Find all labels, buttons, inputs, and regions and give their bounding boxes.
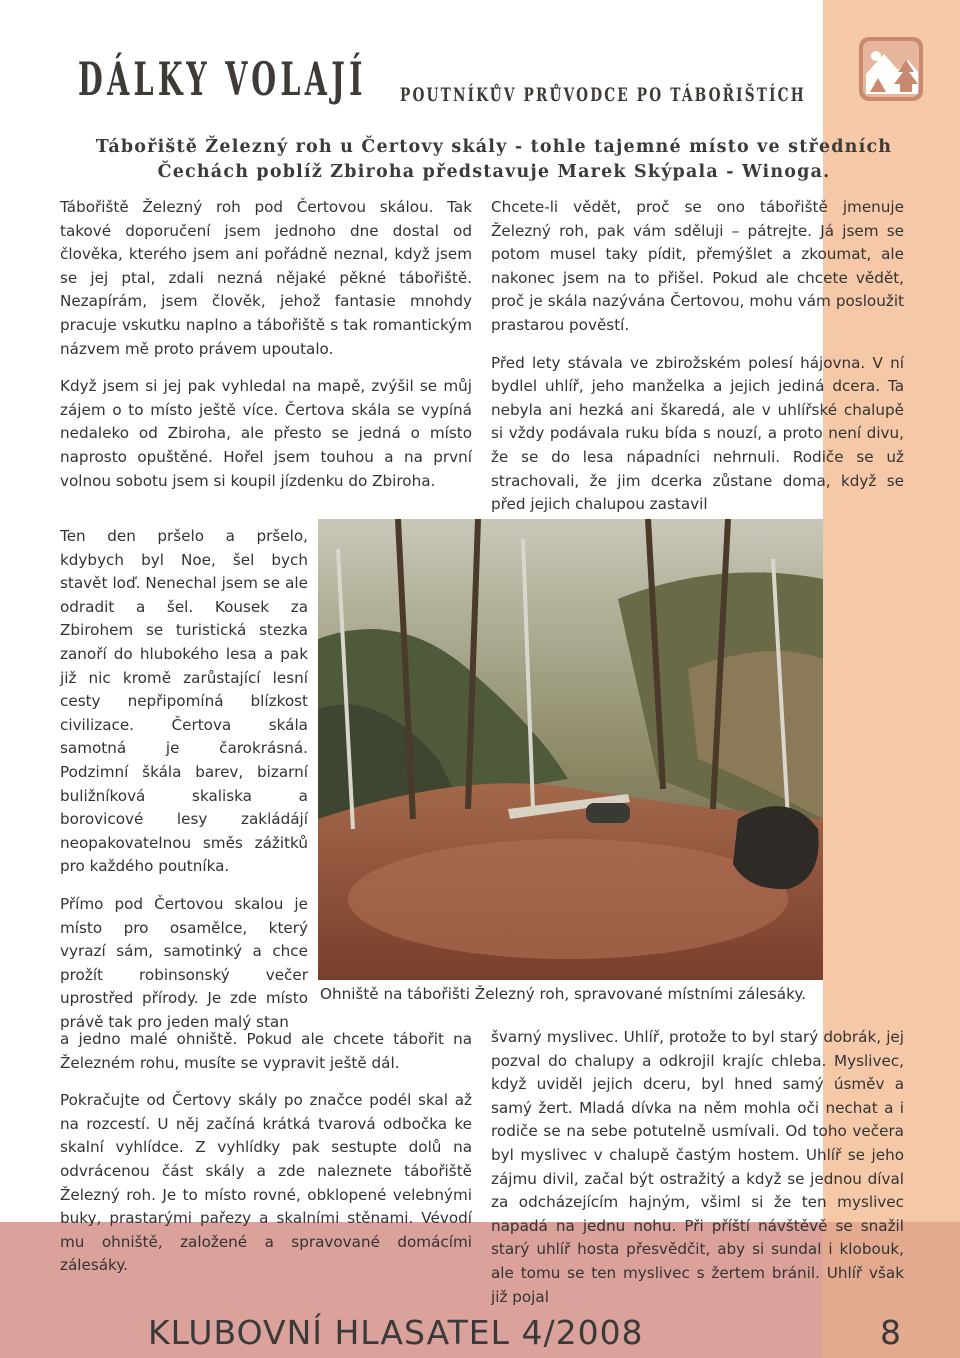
paragraph: Ten den pršelo a pršelo, kdybych byl Noe, šel bych stavět loď. Nenechal jsem se ale odradit a šel. Kousek za Zbirohem se turistická stezka zanoří do hlubokého lesa a pak již nic kromě zarůstající lesní cesty nepřipomíná blízkost civilizace. Čertova skála samotná je čarokrásná. Podzimní škála barev, bizarní buližníková skaliska a borovicové lesy zakládájí neopakovatelnou směs zážitků pro každého poutníka. (60, 527, 308, 876)
text-block-left-bottom (60, 1028, 472, 1278)
paragraph: Pokračujte od Čertovy skály po značce podél skal až na rozcestí. U něj začíná krátká tvarová odbočka ke skalní vyhlídce. Z vyhlídky pak sestupte dolů na odvrácenou část skály a zde naleznete tábořiště Železný roh. Je to místo rovné, obklopené velebnými buky, prastarými pařezy a skalními stěnami. Vévodí mu ohniště, založené a spravované domácími zálesáky. (60, 1091, 472, 1275)
article-intro: Tábořiště Železný roh u Čertovy skály - tohle tajemné místo ve středních Čechách poblíž Zbiroha představuje Marek Skýpala - Winoga. (95, 137, 893, 182)
page-number: 8 (880, 1313, 901, 1352)
photo-caption: Ohniště na tábořišti Železný roh, spravované místními zálesáky. (320, 985, 807, 1003)
text-block-left-middle (60, 525, 308, 1034)
campsite-photo (318, 519, 823, 980)
section-subtitle: POUTNÍKŮV PRŮVODCE PO TÁBOŘIŠTÍCH (400, 84, 806, 106)
text-block-right-top (491, 196, 904, 517)
paragraph: Přímo pod Čertovou skalou je místo pro osamělce, který vyrazí sám, samotinký a chce prožít robinsonský večer uprostřed přírody. Je zde místo právě tak pro jeden malý stan (60, 894, 308, 1031)
paragraph: Tábořiště Železný roh pod Čertovou skálou. Tak takové doporučení jsem jednoho dne dostal od člověka, kterého jsem ani pořádně neznal, když jsem se jej ptal, zdali nezná nějaké pěkné tábořiště. Nezapírám, jsem člověk, jehož fantasie mnohdy pracuje vskutku naplno a tábořiště s tak romantickým názvem mě proto právem upoutalo. (60, 198, 472, 358)
paragraph: švarný myslivec. Uhlíř, protože to byl starý dobrák, jej pozval do chalupy a odkrojil krajíc chleba. Myslivec, když uviděl jejich dceru, byl hned samý úsměv a samý žert. Mladá dívka na něm mohla oči nechat a i rodiče se na sebe potutelně usmívali. Od toho večera byl myslivec v chalupě častým hostem. Uhlíř se jeho zájmu divil, začal být ostražitý a když se jednou díval za odcházejícím hajným, všiml si že ten myslivec napadá na jednu nohu. Při příští návštěvě se snažil starý uhlíř hosta přesvědčit, aby si sundal i klobouk, ale tomu se ten myslivec s žertem bránil. Uhlíř však již pojal (491, 1028, 904, 1306)
text-block-left-top (60, 196, 472, 493)
magazine-issue-footer: KLUBOVNÍ HLASATEL 4/2008 (148, 1313, 644, 1352)
paragraph: Před lety stávala ve zbirožském polesí hájovna. V ní bydlel uhlíř, jeho manželka a jejich jediná dcera. Ta nebyla ani hezká ani škaredá, ale v uhlířské chalupě si vždy podávala ruku bída s nouzí, a proto není divu, že se do lesa nápadníci nehrnuli. Rodiče se už strachovali, že jim dcerka zůstane doma, když se před jejich chalupou zastavil (491, 353, 904, 514)
paragraph: Chcete-li vědět, proč se ono tábořiště jmenuje Železný roh, pak vám sděluji – pátrejte. Já jsem se potom musel taky pídit, přemýšlet a zkoumat, ale nakonec jsem na to přišel. Pokud ale chcete vědět, proč je skála nazývána Čertovou, mohu vám posloužit prastarou pověstí. (491, 198, 904, 334)
text-block-right-bottom (491, 1026, 904, 1309)
magazine-section-title: DÁLKY VOLAJÍ (78, 52, 367, 106)
campsite-logo-icon (856, 34, 926, 104)
paragraph: Když jsem si jej pak vyhledal na mapě, zvýšil se můj zájem o to místo ještě více. Čertova skála se vypíná nedaleko od Zbiroha, ale přesto se jedná o místo naprosto opuštěné. Hořel jsem touhou a na první volnou sobotu jsem si koupil jízdenku do Zbiroha. (60, 377, 472, 490)
paragraph: a jedno malé ohniště. Pokud ale chcete tábořit na Železném rohu, musíte se vypravit ještě dál. (60, 1030, 472, 1072)
forest-clearing-image (318, 519, 823, 980)
